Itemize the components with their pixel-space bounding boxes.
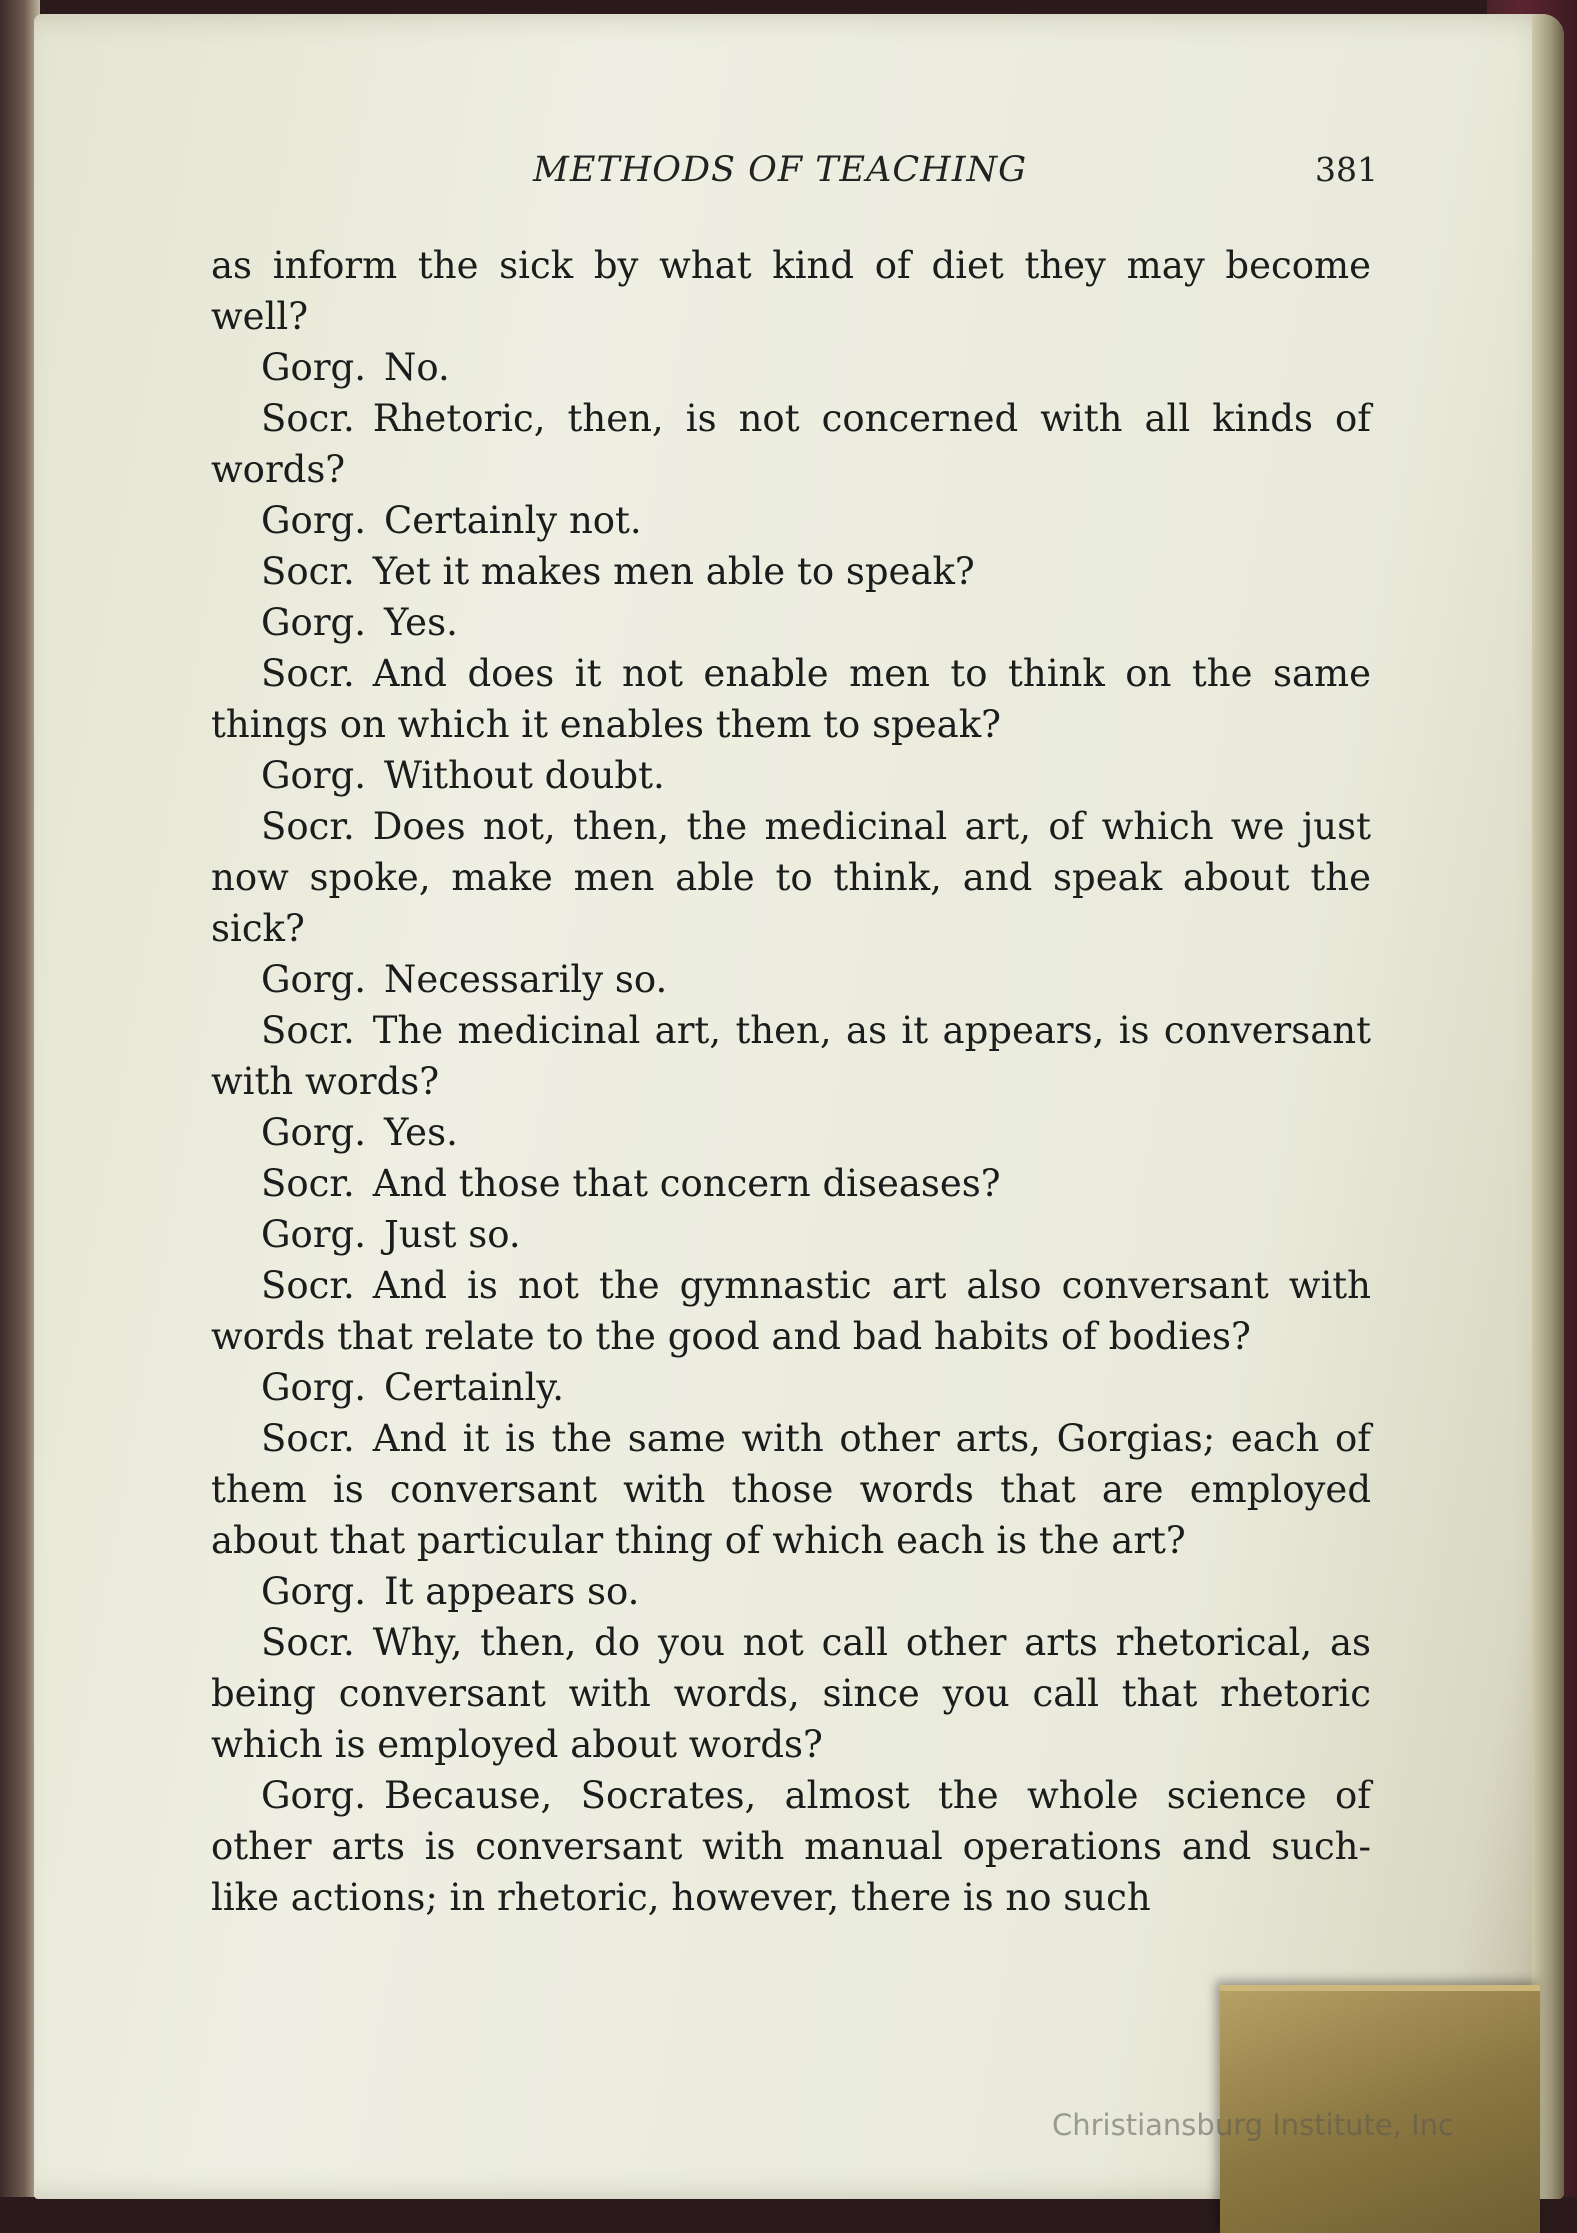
dialogue-text-span: Why, then, do you not call other arts rhetorical, as being conversant with words, since you call that rhetoric which is employed about words?: [211, 1621, 1371, 1766]
dialogue-text-span: as inform the sick by what kind of diet they may become well?: [211, 244, 1371, 338]
dialogue-paragraph: [211, 1209, 1371, 1260]
dialogue-paragraph: [211, 1770, 1371, 1923]
dialogue-paragraph: [211, 750, 1371, 801]
page-edge: [1532, 14, 1564, 2199]
dialogue-text-span: Does not, then, the medicinal art, of which we just now spoke, make men able to think, and speak about the sick?: [211, 805, 1371, 950]
dialogue-paragraph: [211, 1107, 1371, 1158]
dialogue-text-span: Yes.: [383, 1111, 458, 1154]
dialogue-paragraph: [211, 342, 1371, 393]
speaker-label: Socr.: [261, 550, 355, 593]
dialogue-paragraph: [211, 495, 1371, 546]
dialogue-paragraph: [211, 597, 1371, 648]
speaker-label: Gorg.: [261, 1213, 366, 1256]
dialogue-paragraph: [211, 1362, 1371, 1413]
speaker-label: Socr.: [261, 1009, 355, 1052]
dialogue-text-span: Necessarily so.: [383, 958, 668, 1001]
speaker-label: Gorg.: [261, 958, 366, 1001]
speaker-label: Socr.: [261, 397, 355, 440]
running-head-title: METHODS OF TEACHING: [533, 150, 1028, 190]
dialogue-text: [211, 240, 1371, 1923]
speaker-label: Socr.: [261, 1621, 355, 1664]
dialogue-paragraph: [211, 648, 1371, 750]
dialogue-paragraph: [211, 801, 1371, 954]
running-head: [0, 150, 1577, 210]
dialogue-paragraph: [211, 546, 1371, 597]
dialogue-text-span: Just so.: [383, 1213, 521, 1256]
dialogue-paragraph: [211, 1260, 1371, 1362]
dialogue-text-span: It appears so.: [383, 1570, 640, 1613]
dialogue-text-span: Because, Socrates, almost the whole science of other arts is conversant with manual operations and such-like actions; in rhetoric, however, there is no such: [211, 1774, 1371, 1919]
dialogue-text-span: Certainly not.: [383, 499, 642, 542]
dialogue-text-span: Rhetoric, then, is not concerned with all kinds of words?: [211, 397, 1371, 491]
speaker-label: Gorg.: [261, 1570, 366, 1613]
dialogue-paragraph: [211, 1005, 1371, 1107]
dialogue-text-span: No.: [383, 346, 450, 389]
dialogue-paragraph: [211, 240, 1371, 342]
dialogue-text-span: Yes.: [383, 601, 458, 644]
dialogue-text-span: The medicinal art, then, as it appears, is conversant with words?: [211, 1009, 1371, 1103]
dialogue-text-span: Certainly.: [383, 1366, 565, 1409]
speaker-label: Gorg.: [261, 1774, 366, 1817]
page-number: 381: [1315, 150, 1378, 189]
speaker-label: Socr.: [261, 1264, 355, 1307]
speaker-label: Gorg.: [261, 346, 366, 389]
dialogue-text-span: Yet it makes men able to speak?: [372, 550, 975, 593]
dialogue-paragraph: [211, 1617, 1371, 1770]
dialogue-text-span: And those that concern diseases?: [372, 1162, 1001, 1205]
speaker-label: Socr.: [261, 652, 355, 695]
dialogue-paragraph: [211, 954, 1371, 1005]
speaker-label: Socr.: [261, 1417, 355, 1460]
speaker-label: Gorg.: [261, 499, 366, 542]
dialogue-paragraph: [211, 1158, 1371, 1209]
dialogue-text-span: And it is the same with other arts, Gorgias; each of them is conversant with those words that are employed about that particular thing of which each is the art?: [211, 1417, 1371, 1562]
speaker-label: Gorg.: [261, 754, 366, 797]
speaker-label: Gorg.: [261, 1111, 366, 1154]
speaker-label: Socr.: [261, 805, 355, 848]
speaker-label: Socr.: [261, 1162, 355, 1205]
dialogue-text-span: And does it not enable men to think on the same things on which it enables them to speak?: [211, 652, 1371, 746]
dialogue-paragraph: [211, 393, 1371, 495]
speaker-label: Gorg.: [261, 1366, 366, 1409]
dialogue-text-span: And is not the gymnastic art also conversant with words that relate to the good and bad habits of bodies?: [211, 1264, 1371, 1358]
speaker-label: Gorg.: [261, 601, 366, 644]
dialogue-text-span: Without doubt.: [383, 754, 665, 797]
watermark: Christiansburg Institute, Inc: [1052, 2108, 1454, 2142]
dialogue-paragraph: [211, 1413, 1371, 1566]
dialogue-paragraph: [211, 1566, 1371, 1617]
